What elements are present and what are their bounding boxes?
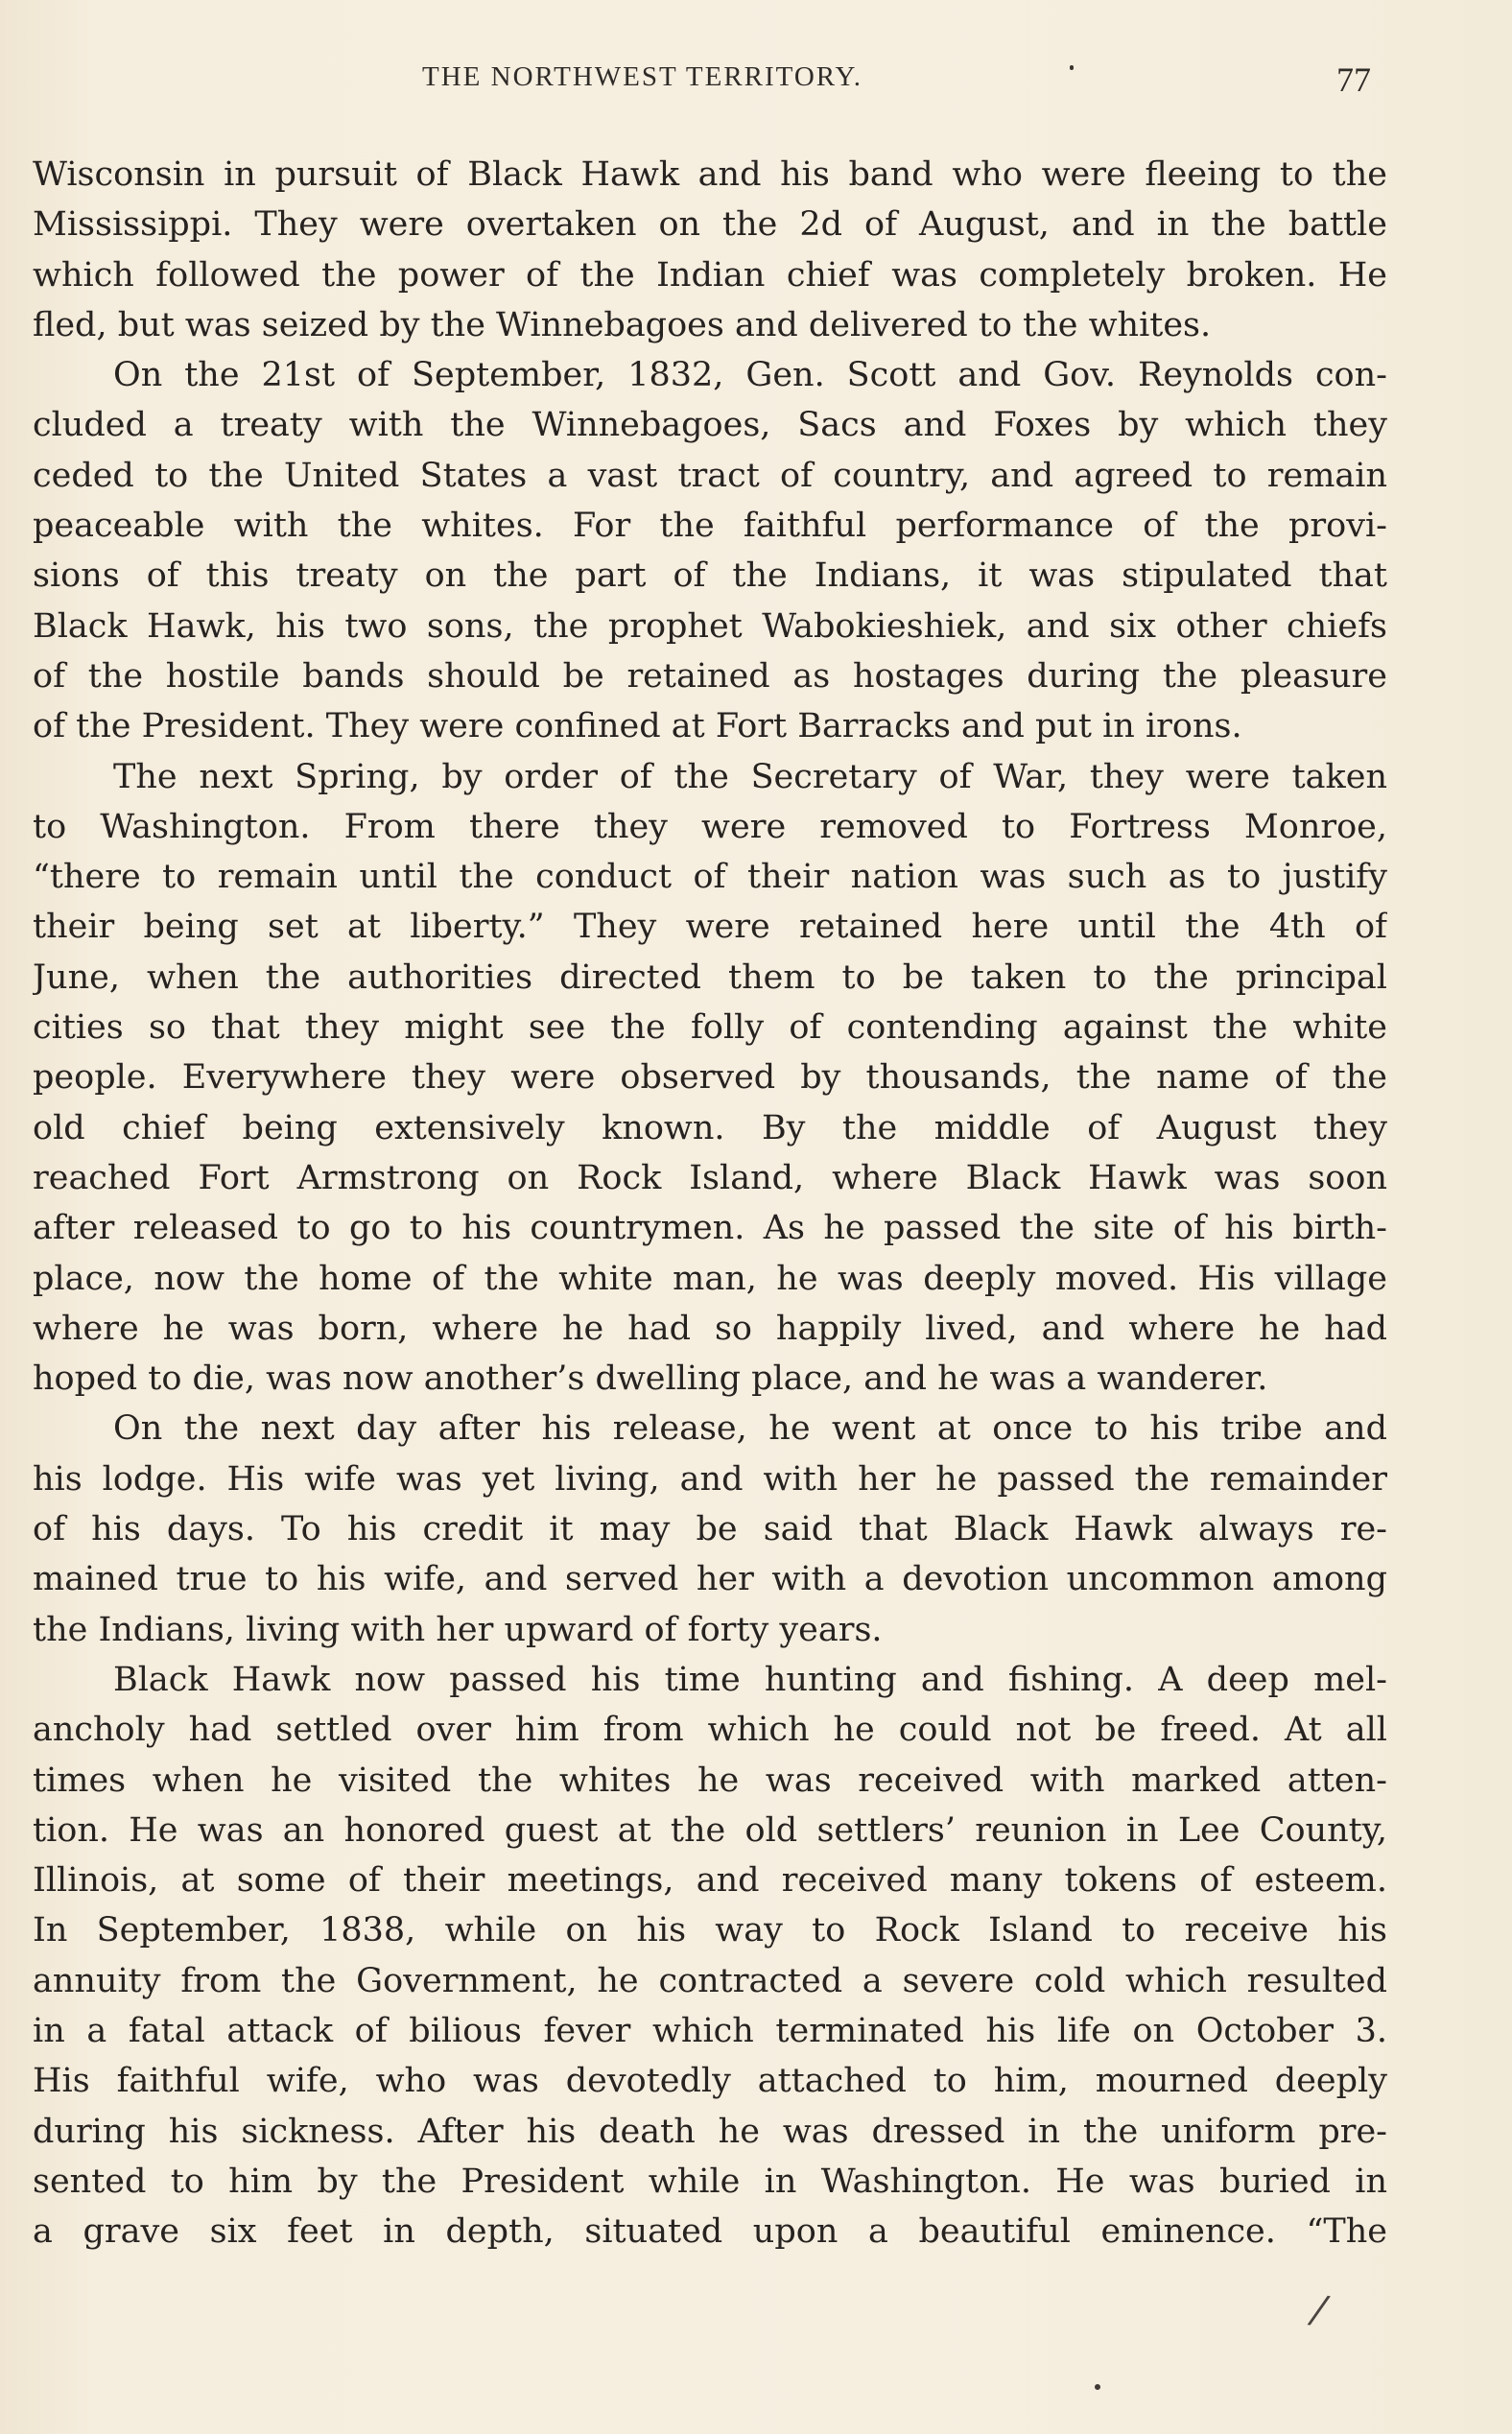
text-line: mained true to his wife, and served her with a devotion uncommon among (33, 1560, 1387, 1599)
text-line: Black Hawk now passed his time hunting and fishing. A deep mel- (113, 1660, 1387, 1699)
page-number: 77 (1336, 60, 1371, 99)
text-line: fled, but was seized by the Winnebagoes and delivered to the whites. (33, 305, 1212, 344)
body-text (33, 150, 1387, 2257)
ink-speck (1070, 65, 1074, 70)
text-line: where he was born, where he had so happily lived, and where he had (33, 1309, 1387, 1348)
text-line: of his days. To his credit it may be said that Black Hawk always re- (33, 1510, 1387, 1549)
text-line: His faithful wife, who was devotedly attached to him, mourned deeply (33, 2062, 1387, 2101)
text-line: Wisconsin in pursuit of Black Hawk and his band who were fleeing to the (33, 155, 1387, 194)
text-line: On the 21st of September, 1832, Gen. Scott and Gov. Reynolds con- (113, 356, 1387, 395)
text-line: ancholy had settled over him from which he could not be freed. At all (33, 1711, 1387, 1750)
text-line: after released to go to his countrymen. As he passed the site of his birth- (33, 1209, 1387, 1248)
text-line: to Washington. From there they were removed to Fortress Monroe, (33, 807, 1387, 846)
text-line: ceded to the United States a vast tract of country, and agreed to remain (33, 456, 1387, 495)
text-line: Illinois, at some of their meetings, and received many tokens of esteem. (33, 1861, 1387, 1901)
text-line: On the next day after his release, he went at once to his tribe and (113, 1409, 1387, 1449)
text-line: In September, 1838, while on his way to Rock Island to receive his (33, 1911, 1387, 1950)
pencil-mark: / (1309, 2287, 1329, 2333)
text-line: peaceable with the whites. For the faithful performance of the provi- (33, 507, 1387, 546)
text-line: during his sickness. After his death he was dressed in the uniform pre- (33, 2112, 1387, 2151)
text-line: of the President. They were confined at Fort Barracks and put in irons. (33, 707, 1242, 746)
text-line: cities so that they might see the folly of contending against the white (33, 1008, 1387, 1048)
text-line: the Indians, living with her upward of forty years. (33, 1610, 883, 1649)
text-line: June, when the authorities directed them to be taken to the principal (33, 957, 1387, 997)
text-line: of the hostile bands should be retained as hostages during the pleasure (33, 656, 1387, 696)
text-line: annuity from the Government, he contracted a severe cold which resulted (33, 1961, 1387, 2000)
text-line: times when he visited the whites he was received with marked atten- (33, 1761, 1387, 1800)
text-line: Black Hawk, his two sons, the prophet Wabokieshiek, and six other chiefs (33, 606, 1387, 646)
text-line: place, now the home of the white man, he was deeply moved. His village (33, 1259, 1387, 1298)
text-line: his lodge. His wife was yet living, and with her he passed the remainder (33, 1459, 1387, 1499)
text-line: reached Fort Armstrong on Rock Island, where Black Hawk was soon (33, 1158, 1387, 1197)
text-line: hoped to die, was now another’s dwelling place, and he was a wanderer. (33, 1359, 1268, 1399)
text-line: people. Everywhere they were observed by thousands, the name of the (33, 1058, 1387, 1098)
text-line: in a fatal attack of bilious fever which terminated his life on October 3. (33, 2011, 1387, 2050)
text-line: The next Spring, by order of the Secretary of War, they were taken (113, 757, 1387, 796)
text-line: sented to him by the President while in Washington. He was buried in (33, 2162, 1387, 2201)
ink-speck (1095, 2384, 1100, 2390)
text-line: tion. He was an honored guest at the old settlers’ reunion in Lee County, (33, 1810, 1387, 1850)
text-line: which followed the power of the Indian chief was completely broken. He (33, 255, 1387, 295)
running-head: THE NORTHWEST TERRITORY. (422, 61, 862, 92)
text-line: cluded a treaty with the Winnebagoes, Sacs and Foxes by which they (33, 406, 1387, 445)
text-line: “there to remain until the conduct of their nation was such as to justify (33, 858, 1387, 897)
text-line: Mississippi. They were overtaken on the 2d of August, and in the battle (33, 205, 1387, 245)
text-line: their being set at liberty.” They were retained here until the 4th of (33, 908, 1387, 947)
text-line: a grave six feet in depth, situated upon a beautiful eminence. “The (33, 2212, 1387, 2252)
text-line: old chief being extensively known. By the middle of August they (33, 1108, 1387, 1147)
text-line: sions of this treaty on the part of the Indians, it was stipulated that (33, 556, 1387, 596)
